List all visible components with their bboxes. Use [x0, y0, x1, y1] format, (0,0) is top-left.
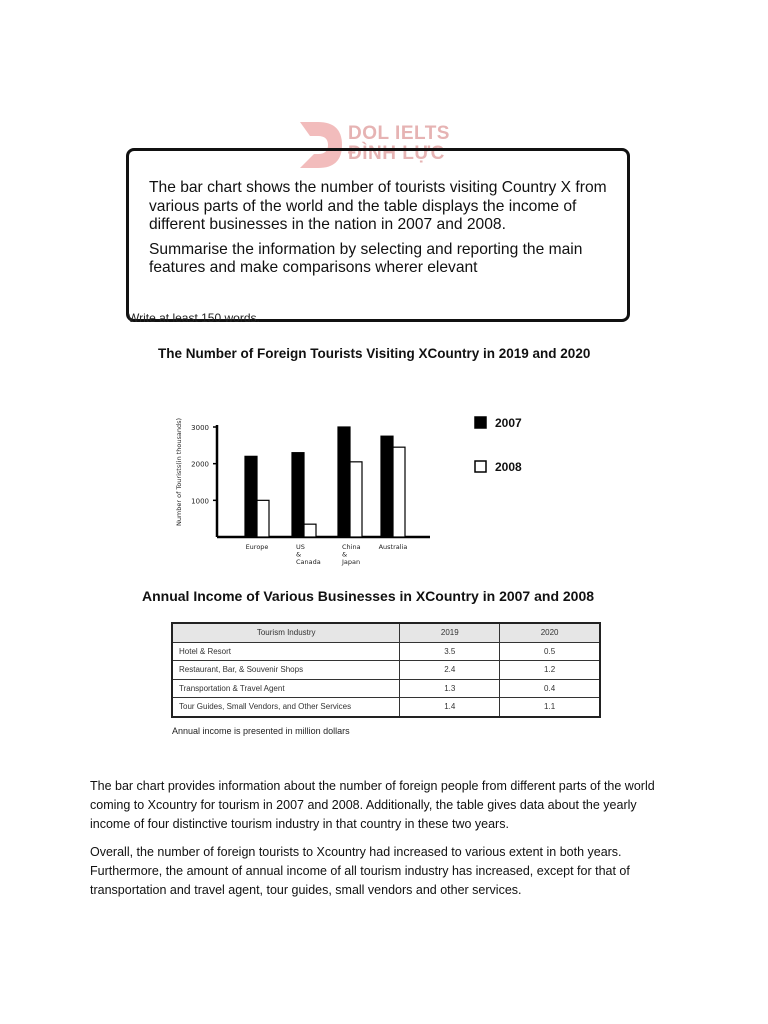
table-cell-value: 0.5	[500, 642, 600, 661]
table-cell-value: 1.1	[500, 698, 600, 717]
table-cell-industry: Hotel & Resort	[172, 642, 400, 661]
essay-paragraph-2: Overall, the number of foreign tourists to Xcountry had increased to various extent in both years. Furthermore, the amount of annual income of all tourism industry has increased, except for that of transportation and travel agent, tour guides, small vendors and other services.	[90, 845, 630, 897]
prompt-paragraph-1: The bar chart shows the number of tourists visiting Country X from various parts of the world and the table displays the income of different businesses in the nation in 2007 and 2008.	[149, 179, 607, 233]
table-cell-value: 1.2	[500, 661, 600, 680]
y-axis-label: Number of Tourists(in thousands)	[175, 417, 183, 527]
y-tick-label: 3000	[191, 424, 209, 432]
table-title: Annual Income of Various Businesses in XCountry in 2007 and 2008	[142, 588, 595, 604]
bar-2008-0	[257, 500, 269, 537]
chart-title: The Number of Foreign Tourists Visiting XCountry in 2019 and 2020	[158, 346, 591, 361]
bar-2007-3	[381, 436, 393, 537]
table-footnote: Annual income is presented in million dollars	[172, 726, 350, 736]
x-tick-label: Australia	[378, 543, 408, 551]
y-tick-label: 2000	[191, 460, 209, 469]
table-row	[172, 642, 600, 661]
x-tick-label: &	[296, 550, 302, 559]
bar-2007-1	[292, 453, 304, 537]
legend-label-2008: 2008	[495, 460, 522, 474]
table-cell-value: 1.3	[400, 679, 500, 698]
table-header-industry: Tourism Industry	[172, 623, 400, 642]
table-header-row	[172, 623, 600, 642]
table-header-year-2: 2020	[500, 623, 600, 642]
table-cell-value: 0.4	[500, 679, 600, 698]
x-tick-label: &	[342, 550, 348, 559]
table-cell-value: 1.4	[400, 698, 500, 717]
prompt-paragraph-2: Summarise the information by selecting and reporting the main features and make comparisons wherer elevant	[149, 240, 583, 276]
legend-label-2007: 2007	[495, 416, 522, 430]
table-cell-value: 2.4	[400, 661, 500, 680]
legend-swatch-2007	[475, 417, 486, 428]
table-cell-value: 3.5	[400, 642, 500, 661]
bar-2007-0	[245, 456, 257, 537]
x-tick-label: US	[296, 543, 305, 551]
table-cell-industry: Transportation & Travel Agent	[172, 679, 400, 698]
income-table	[171, 622, 601, 718]
bar-2008-1	[304, 524, 316, 537]
table-cell-industry: Restaurant, Bar, & Souvenir Shops	[172, 661, 400, 680]
table-cell-industry: Tour Guides, Small Vendors, and Other Services	[172, 698, 400, 717]
bar-2007-2	[338, 427, 350, 537]
table-row	[172, 661, 600, 680]
table-header-year-1: 2019	[400, 623, 500, 642]
essay-paragraph-1: The bar chart provides information about the number of foreign people from different parts of the world coming to Xcountry for tourism in 2007 and 2008. Additionally, the table gives data about the yearly income of four distinctive tourism industry in that country in these two years.	[90, 779, 655, 831]
y-tick-label: 1000	[191, 497, 209, 506]
x-tick-label: Japan	[342, 558, 361, 566]
watermark-line1: DOL IELTS	[348, 123, 450, 144]
word-count-instruction: Write at least 150 words.	[128, 311, 260, 325]
table-row	[172, 679, 600, 698]
watermark-line2: ĐÌNH LỰC	[348, 143, 445, 164]
bar-chart	[160, 395, 560, 575]
x-tick-label: Europe	[245, 543, 269, 551]
essay-body	[90, 777, 680, 909]
legend-swatch-2008	[475, 461, 486, 472]
table-row	[172, 698, 600, 717]
x-tick-label: Canada	[296, 558, 321, 566]
bar-2008-2	[350, 462, 362, 537]
x-tick-label: China	[342, 543, 361, 551]
chart-layer	[175, 416, 522, 566]
task-prompt-box	[126, 148, 630, 322]
bar-2008-3	[393, 447, 405, 537]
